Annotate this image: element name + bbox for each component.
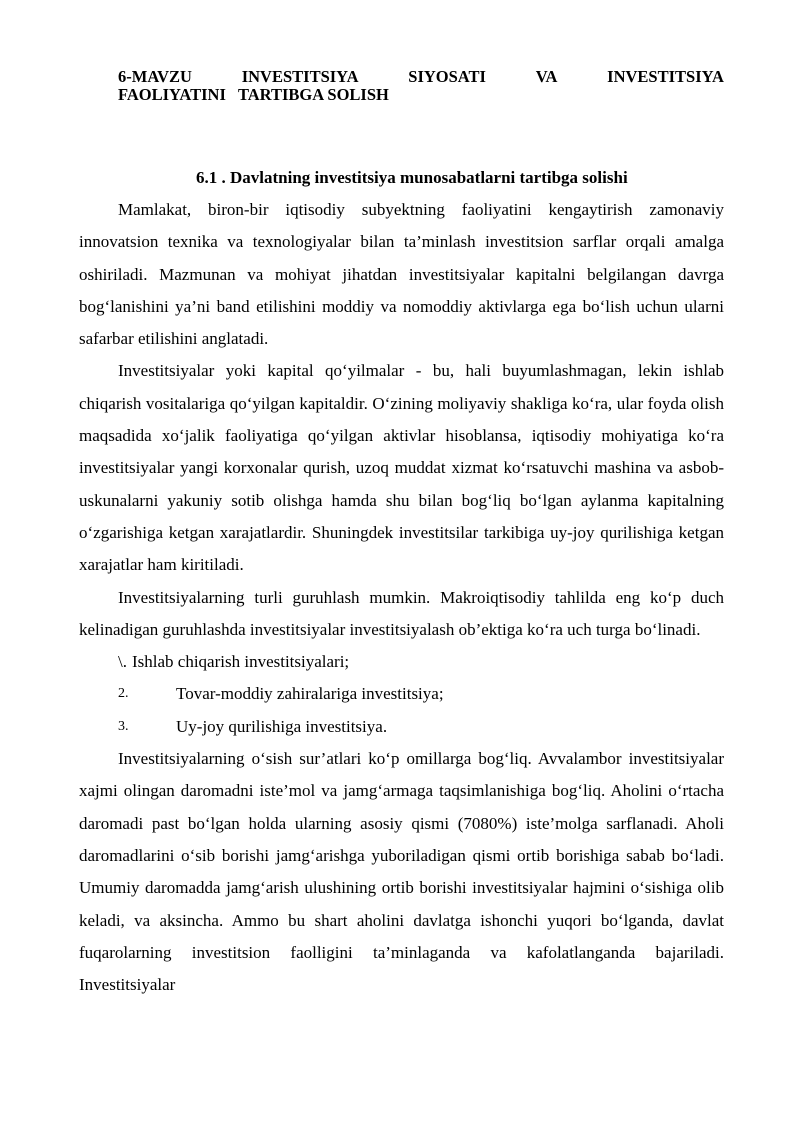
heading-word: INVESTITSIYA — [241, 67, 359, 86]
heading-line-1 — [118, 68, 724, 86]
section-subtitle: 6.1 . Davlatning investitsiya munosabatlarni tartibga solishi — [196, 168, 628, 187]
heading-line-2: FAOLIYATINI TARTIBGA SOLISH — [118, 85, 389, 104]
list-item-text: Uy-joy qurilishiga investitsiya. — [176, 716, 388, 736]
list-item-number: 2. — [118, 686, 129, 702]
body-text — [79, 194, 724, 1001]
paragraph: Investitsiyalarning turli guruhlash mumkin. Makroiqtisodiy tahlilda eng ko‘p duch kelinadigan guruhlashda investitsiyalar investitsiyalash ob’ektiga ko‘ra uch turga bo‘linadi. — [79, 587, 724, 639]
paragraph: Investitsiyalar yoki kapital qo‘yilmalar - bu, hali buyumlashmagan, lekin ishlab chiqarish vositalariga qo‘yilgan kapitaldir. O‘zining moliyaviy shakliga ko‘ra, ular foyda olish maqsadida xo‘jalik faoliyatiga qo‘yilgan aktivlar hisoblansa, iqtisodiy mohiyatiga ko‘ra investitsiyalar yangi korxonalar qurish, uzoq muddat xizmat ko‘rsatuvchi mashina va asbob-uskunalarni yakuniy sotib olishga hamda shu bilan bog‘liq bo‘lgan aylanma kapitalning o‘zgarishiga ketgan xarajatlardir. Shuningdek investitsilar tarkibiga uy-joy qurilishiga ketgan xarajatlar ham kiritiladi. — [79, 361, 724, 575]
paragraph: Investitsiyalarning o‘sish sur’atlari ko‘p omillarga bog‘liq. Avvalambor investitsiyalar xajmi olingan daromadni iste’mol va jamg‘armaga taqsimlanishiga bog‘liq. Aholini o‘rtacha daromadi past bo‘lgan holda ularning asosiy qismi (7080%) iste’molga sarflanadi. Aholi daromadlarini o‘sib borishi jamg‘arishga yuboriladigan qismi ortib borishiga sabab bo‘ladi. Umumiy daromadda jamg‘arish ulushining ortib borishi investitsiyalar hajmini o‘sishiga olib keladi, va aksincha. Ammo bu shart aholini davlatga ishonchi yuqori bo‘lganda, davlat fuqarolarning investitsion faolligini ta’minlaganda va kafolatlanganda bajariladi. Investitsiyalar — [79, 749, 724, 995]
list-item-text: Ishlab chiqarish investitsiyalari; — [131, 652, 350, 672]
list-item — [79, 711, 724, 743]
paragraph: Mamlakat, biron-bir iqtisodiy subyektning faoliyatini kengaytirish zamonaviy innovatsion texnika va texnologiyalar bilan ta’minlash investitsion sarflar orqali amalga oshiriladi. Mazmunan va mohiyat jihatdan investitsiyalar kapitalni belgilangan davrga bog‘lanishini ya’ni band etilishini moddiy va nomoddiy aktivlarga ega bo‘lish uchun ularni safarbar etilishini anglatadi. — [79, 200, 724, 349]
list-item — [79, 646, 724, 678]
topic-heading — [118, 68, 724, 104]
list-item — [79, 678, 724, 710]
list-item-number: 3. — [118, 718, 129, 734]
heading-word: 6-MAVZU — [118, 67, 192, 86]
heading-word: VA — [535, 67, 558, 86]
heading-word: SIYOSATI — [408, 67, 486, 86]
list-item-text: Tovar-moddiy zahiralariga investitsiya; — [176, 684, 444, 704]
list-item-number: \. — [118, 652, 127, 672]
heading-word: INVESTITSIYA — [607, 67, 724, 86]
